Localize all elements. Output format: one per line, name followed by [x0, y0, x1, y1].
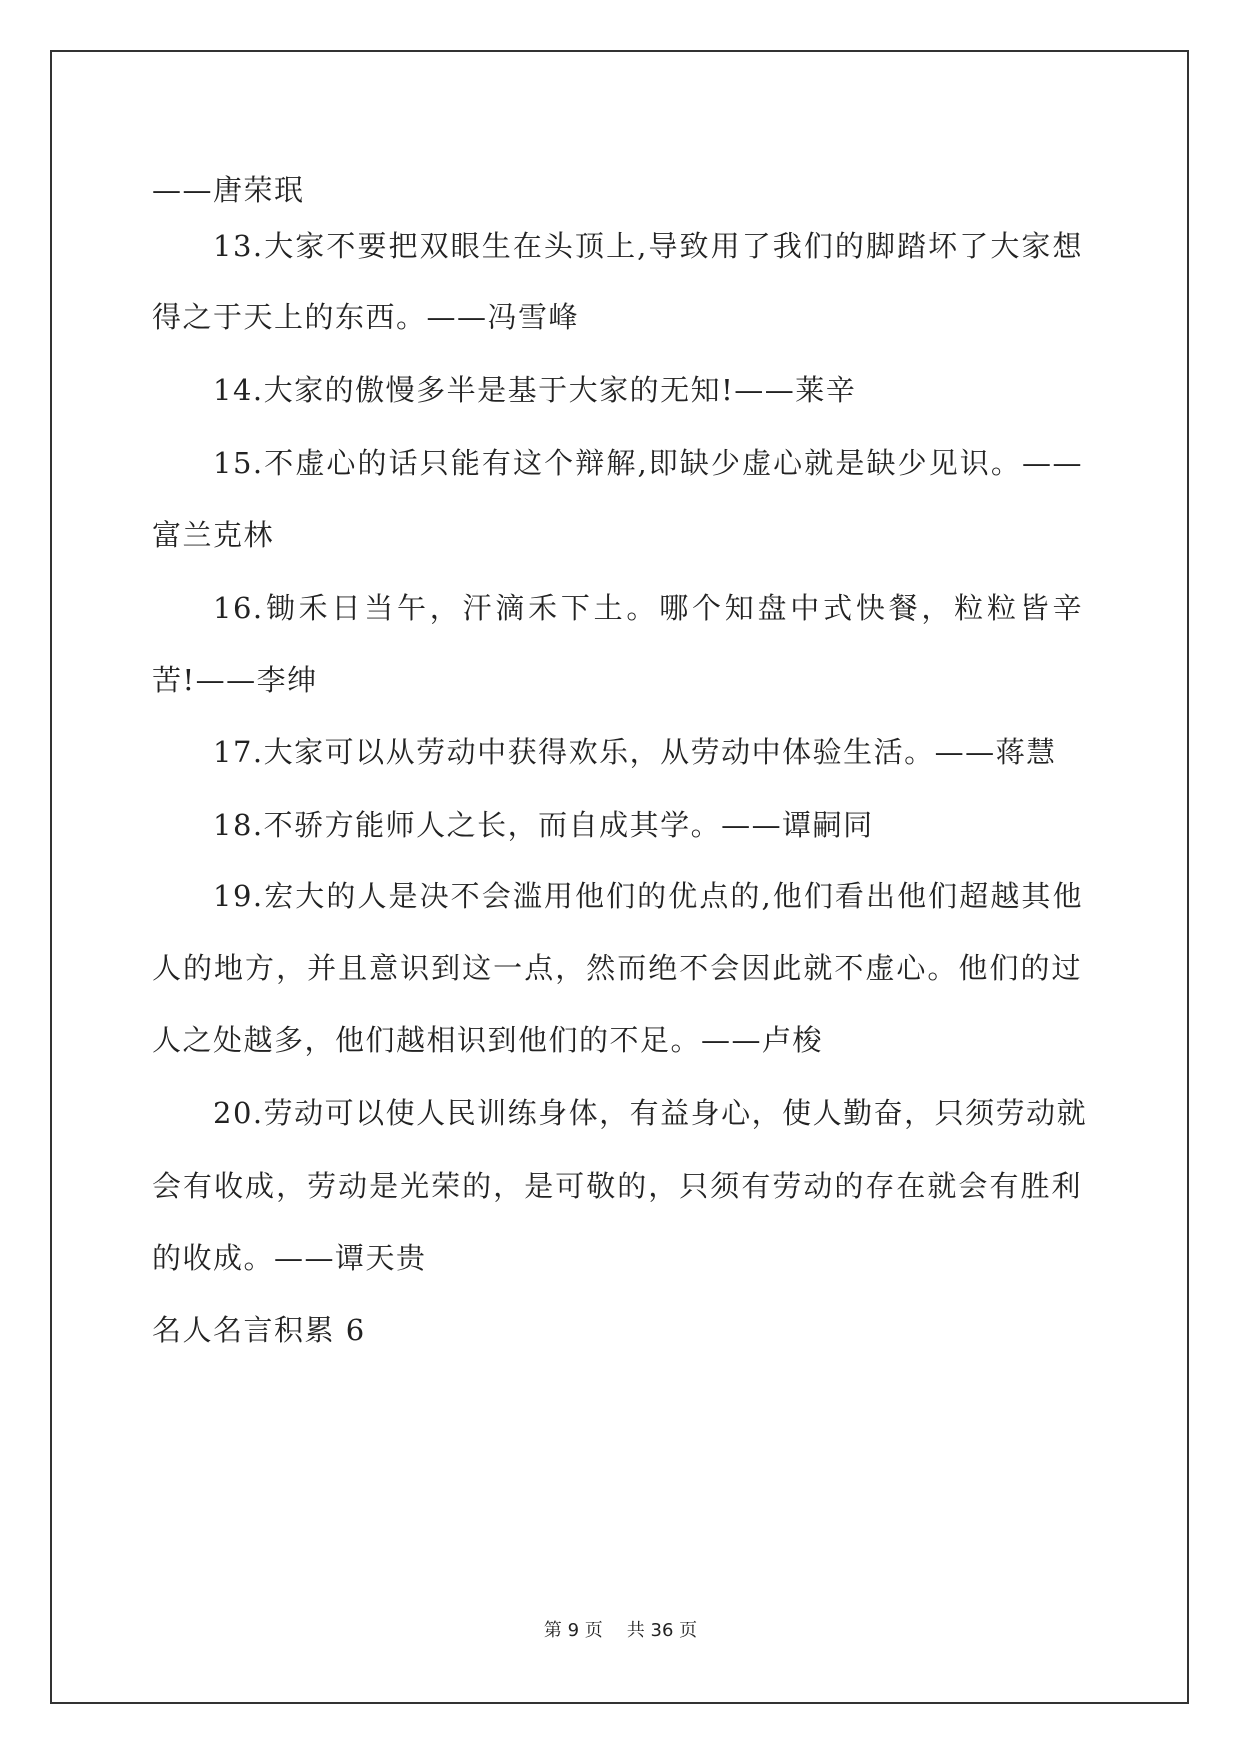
page-total: 共 36 页	[626, 1620, 698, 1641]
quote-15-line-1: 15.不虚心的话只能有这个辩解,即缺少虚心就是缺少见识。——	[213, 446, 1083, 480]
page-number: 第 9 页	[543, 1620, 603, 1641]
quote-19-line-3: 人之处越多，他们越相识到他们的不足。——卢梭	[152, 1023, 824, 1057]
quote-13-line-1: 13.大家不要把双眼生在头顶上,导致用了我们的脚踏坏了大家想	[213, 229, 1083, 263]
page-footer	[0, 1619, 1241, 1643]
quote-20-line-3: 的收成。——谭天贵	[152, 1241, 427, 1275]
quote-14: 14.大家的傲慢多半是基于大家的无知!——莱辛	[213, 373, 857, 407]
quote-16-line-1: 16.锄禾日当午，汗滴禾下土。哪个知盘中式快餐，粒粒皆辛	[213, 591, 1083, 625]
quote-13-line-2: 得之于天上的东西。——冯雪峰	[152, 300, 580, 334]
quote-19-line-1: 19.宏大的人是决不会滥用他们的优点的,他们看出他们超越其他	[213, 879, 1083, 913]
quote-20-line-1: 20.劳动可以使人民训练身体，有益身心，使人勤奋，只须劳动就	[213, 1096, 1088, 1130]
quote-18: 18.不骄方能师人之长，而自成其学。——谭嗣同	[213, 808, 874, 842]
text-line: ——唐荣珉	[152, 173, 305, 207]
quote-20-line-2: 会有收成，劳动是光荣的，是可敬的，只须有劳动的存在就会有胜利	[152, 1169, 1082, 1203]
quote-15-line-2: 富兰克林	[152, 518, 275, 552]
quote-16-line-2: 苦!——李绅	[152, 663, 318, 697]
quote-17: 17.大家可以从劳动中获得欢乐，从劳动中体验生活。——蒋慧	[213, 735, 1057, 769]
quote-19-line-2: 人的地方，并且意识到这一点，然而绝不会因此就不虚心。他们的过	[152, 951, 1082, 985]
section-heading: 名人名言积累 6	[152, 1313, 366, 1347]
